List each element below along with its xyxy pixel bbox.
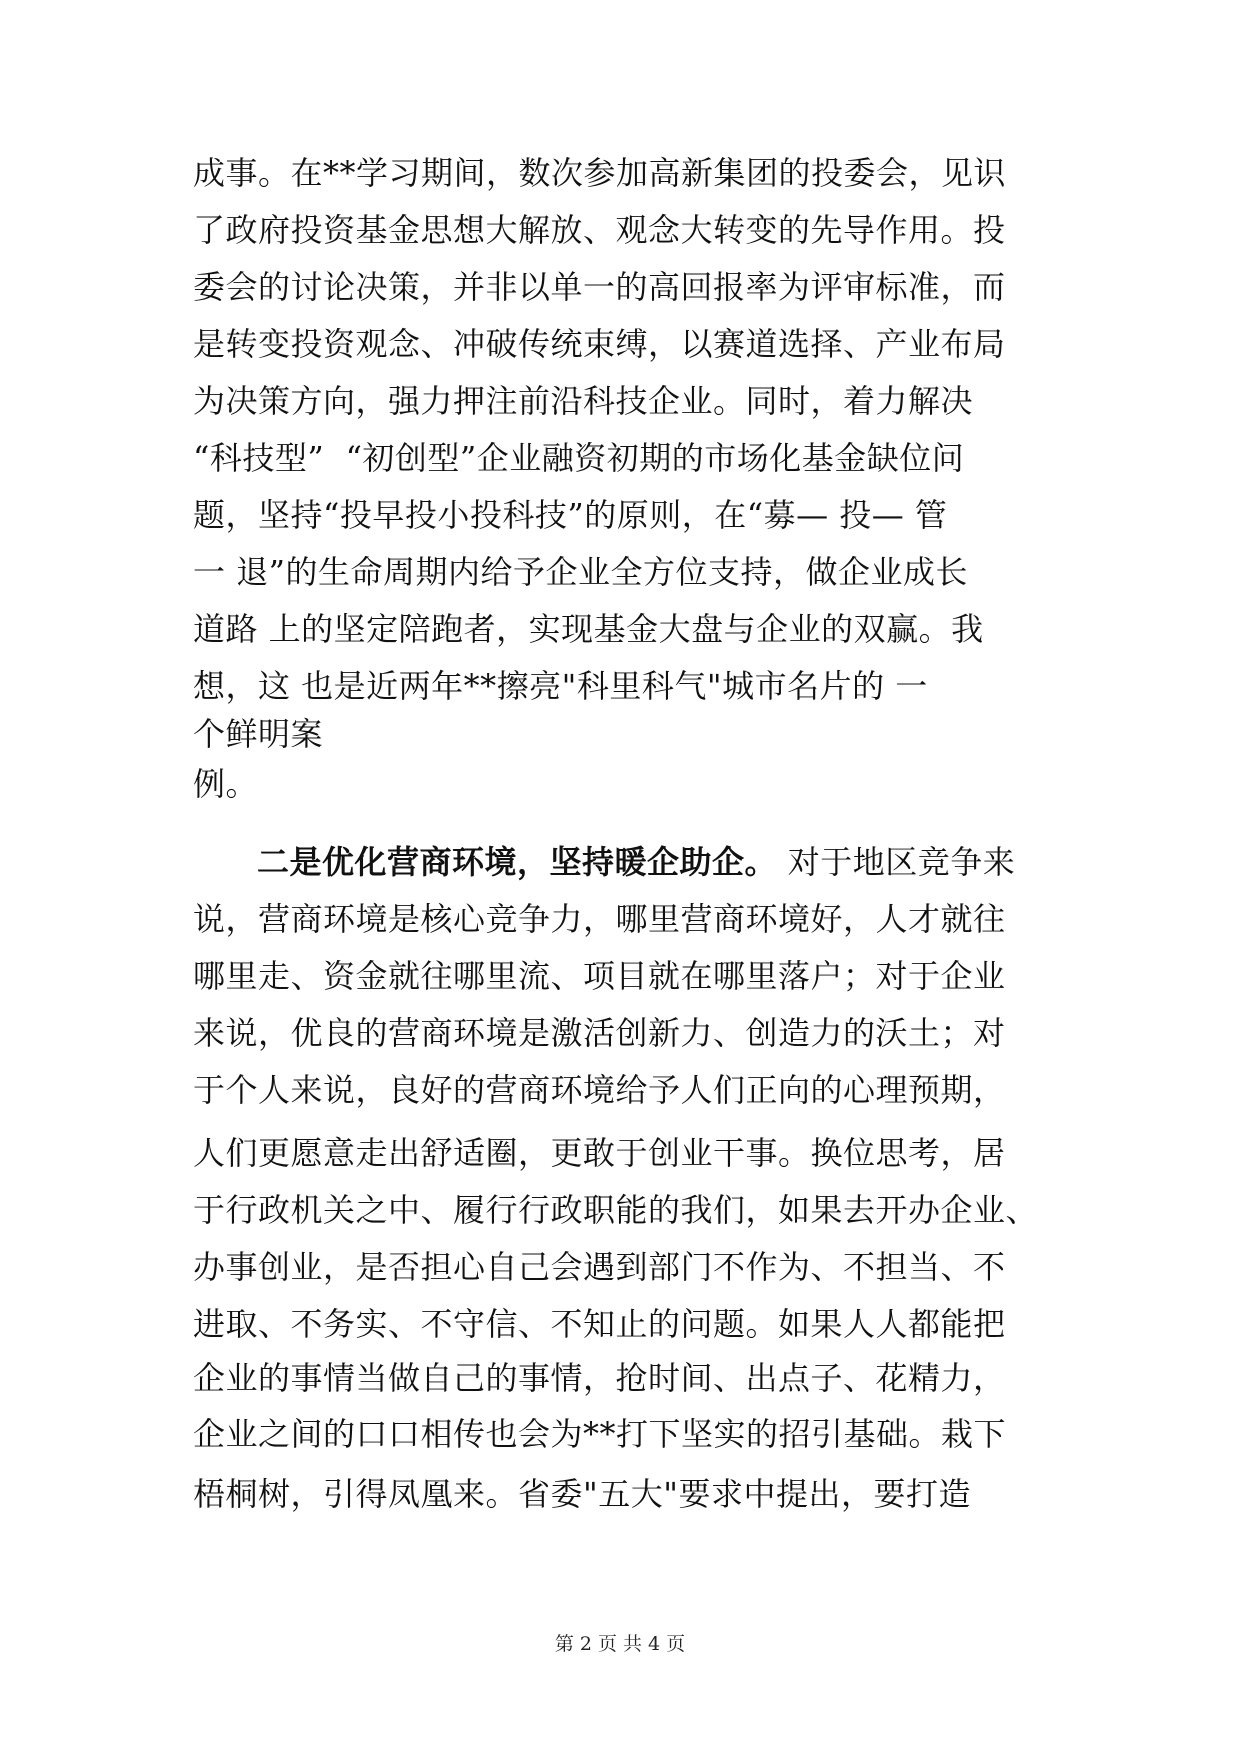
text-line: 于个人来说，良好的营商环境给予人们正向的心理预期， (193, 1071, 1006, 1109)
text-line: 企业的事情当做自己的事情，抢时间、出点子、花精力， (193, 1359, 1006, 1397)
text-line: 道路 上的坚定陪跑者，实现基金大盘与企业的双赢。我 (193, 610, 984, 648)
text-line-rest: 对于地区竞争来 (777, 843, 1016, 881)
text-line: 个鲜明案 (193, 715, 324, 753)
text-line: 企业之间的口口相传也会为**打下坚实的招引基础。栽下 (193, 1415, 1007, 1453)
text-line: 想，这 也是近两年**擦亮"科里科气"城市名片的 一 (193, 667, 928, 705)
text-line: 例。 (193, 765, 259, 803)
text-line: 成事。在**学习期间，数次参加高新集团的投委会，见识 (193, 154, 1007, 192)
text-line: 办事创业，是否担心自己会遇到部门不作为、不担当、不 (193, 1248, 1006, 1286)
text-line: 人们更愿意走出舒适圈，更敢于创业干事。换位思考，居 (193, 1134, 1006, 1172)
text-line: 梧桐树，引得凤凰来。省委"五大"要求中提出，要打造 (193, 1475, 971, 1513)
text-line: 哪里走、资金就往哪里流、项目就在哪里落户；对于企业 (193, 957, 1006, 995)
text-line: “科技型” “初创型”企业融资初期的市场化基金缺位问 (193, 439, 965, 477)
text-line: 进取、不务实、不守信、不知止的问题。如果人人都能把 (193, 1305, 1006, 1343)
text-line: 是转变投资观念、冲破传统束缚，以赛道选择、产业布局 (193, 325, 1006, 363)
paragraph-first-line (257, 842, 1015, 882)
section-heading: 二是优化营商环境，坚持暖企助企。 (257, 843, 778, 881)
page-number: 第 2 页 共 4 页 (554, 1633, 686, 1655)
text-line: 于行政机关之中、履行行政职能的我们，如果去开办企业、 (193, 1191, 1039, 1229)
text-line: 了政府投资基金思想大解放、观念大转变的先导作用。投 (193, 211, 1006, 249)
text-line: 一 退”的生命周期内给予企业全方位支持，做企业成长 (193, 553, 969, 591)
text-line: 来说，优良的营商环境是激活创新力、创造力的沃土；对 (193, 1014, 1006, 1052)
text-line: 委会的讨论决策，并非以单一的高回报率为评审标准，而 (193, 268, 1006, 306)
text-line: 说，营商环境是核心竞争力，哪里营商环境好，人才就往 (193, 900, 1006, 938)
text-line: 题，坚持“投早投小投科技”的原则，在“募— 投— 管 (193, 496, 948, 534)
text-line: 为决策方向，强力押注前沿科技企业。同时，着力解决 (193, 382, 974, 420)
